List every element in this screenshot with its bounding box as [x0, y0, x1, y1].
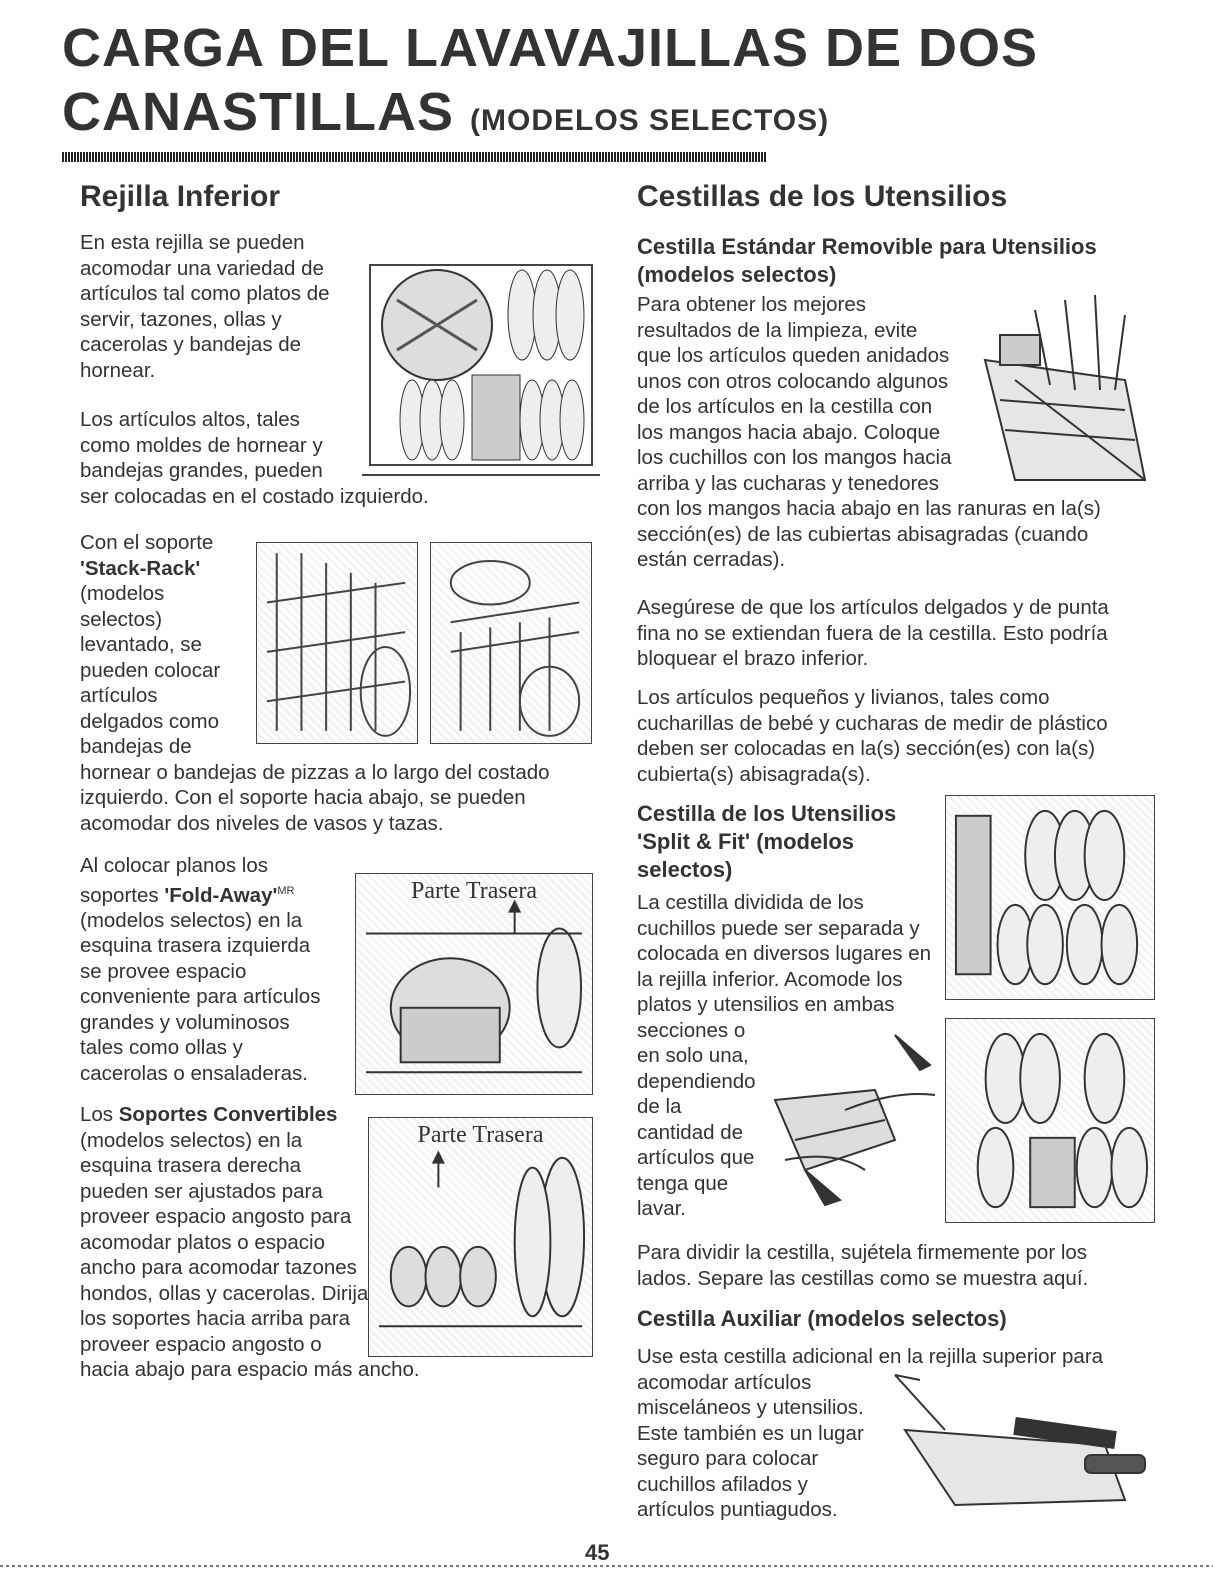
split-fit-rack-bottom-drawing — [946, 1019, 1154, 1222]
stack-rack-down-illustration — [430, 542, 592, 744]
text-line: fina no se extiendan fuera de la cestilla. Esto podría — [637, 621, 1108, 645]
text-line: deben ser colocadas en la(s) sección(es) con la(s) — [637, 737, 1096, 760]
page-number: 45 — [585, 1540, 610, 1565]
text-line: En esta rejilla se pueden — [80, 231, 305, 254]
heading-cestilla-auxiliar: Cestilla Auxiliar (modelos selectos) — [637, 1306, 1007, 1331]
text-line: servir, tazones, ollas y — [80, 307, 282, 331]
text-line: artículos puntiagudos. — [637, 1498, 838, 1521]
text-line: unos con otros colocando algunos — [637, 369, 949, 393]
text-line: Asegúrese de que los artículos delgados y de punta — [637, 596, 1109, 619]
text-line: lados. Separe las cestillas como se muestra aquí. — [637, 1266, 1089, 1290]
text-line: los soportes hacia arriba para — [80, 1307, 351, 1330]
text-line: se provee espacio — [80, 959, 247, 983]
standard-basket-illustration — [975, 290, 1155, 500]
stack-rack-term: 'Stack-Rack' — [80, 556, 201, 580]
text-line: Use esta cestilla adicional en la rejilla superior para — [637, 1345, 1104, 1368]
heading-cestilla-estandar — [637, 233, 1147, 289]
title-divider — [62, 152, 767, 162]
heading-line: Cestilla Estándar Removible para Utensilios — [637, 234, 1097, 259]
heading-line: selectos) — [637, 857, 733, 882]
text-line: La cestilla dividida de los — [637, 891, 864, 914]
text-line: secciones o — [637, 1018, 746, 1042]
text-line: artículos — [80, 684, 158, 707]
text-line: cacerolas o ensaladeras. — [80, 1061, 308, 1085]
text-line: bandejas de — [80, 735, 192, 758]
text-line: bandejas grandes, pueden — [80, 459, 323, 482]
text-line: hondos, ollas y cacerolas. Dirija — [80, 1281, 369, 1305]
text-line: hornear o bandejas de pizzas a lo largo del costado — [80, 760, 550, 784]
text-line: delgados como — [80, 709, 220, 733]
text-line: levantado, se — [80, 633, 202, 656]
text-line — [80, 879, 360, 908]
text-line: bloquear el brazo inferior. — [637, 647, 869, 670]
stack-rack-up-drawing — [257, 543, 417, 743]
heading-split-fit — [637, 800, 957, 884]
text-line: con los mangos hacia abajo en las ranuras en la(s) — [637, 497, 1101, 520]
text-line: Los artículos altos, tales — [80, 408, 300, 431]
paragraph-fold-away — [80, 853, 360, 1086]
figure-label-rear: Parte Trasera — [411, 878, 537, 904]
text-line: arriba y las cucharas y tenedores — [637, 471, 939, 495]
text-line: cuchillos afilados y — [637, 1472, 808, 1496]
text-line: seguro para colocar — [637, 1447, 819, 1470]
text-line: acomodar dos niveles de vasos y tazas. — [80, 811, 444, 835]
text-line: de los artículos en la cestilla con — [637, 395, 933, 418]
paragraph-estandar-2 — [637, 595, 1157, 672]
text-line: selectos) — [80, 607, 163, 631]
text-line: acomodar artículos — [637, 1370, 812, 1394]
text-line: los mangos hacia abajo. Coloque — [637, 420, 941, 444]
convertible-tines-drawing — [369, 1118, 592, 1356]
bottom-border — [0, 1565, 1213, 1567]
text-line: conveniente para artículos — [80, 985, 321, 1009]
page-title-main: CANASTILLAS — [62, 82, 454, 142]
text-line: pueden ser ajustados para — [80, 1179, 323, 1203]
text-line: proveer espacio angosto o — [80, 1332, 322, 1356]
text-line: cacerolas y bandejas de — [80, 333, 302, 356]
text-line: (modelos selectos) en la — [80, 1128, 303, 1152]
heading-line: 'Split & Fit' (modelos — [637, 829, 855, 854]
text-span: Los — [80, 1103, 119, 1126]
convertible-tines-illustration — [368, 1117, 593, 1357]
text-line: cuchillos puede ser separada y — [637, 916, 920, 940]
text-line: hornear. — [80, 358, 156, 382]
paragraph-rejilla-intro — [80, 230, 370, 383]
text-line: acomodar una variedad de — [80, 256, 324, 280]
text-line: Para dividir la cestilla, sujétela firmemente por los — [637, 1241, 1088, 1264]
text-line: acomodar platos o espacio — [80, 1230, 326, 1254]
heading-rejilla-inferior: Rejilla Inferior — [80, 180, 281, 213]
split-fit-rack-bottom-illustration — [945, 1018, 1155, 1223]
text-line: están cerradas). — [637, 548, 786, 571]
text-line: que los artículos queden anidados — [637, 344, 950, 367]
text-line: resultados de la limpieza, evite — [637, 318, 918, 342]
text-line: lavar. — [637, 1197, 686, 1220]
text-line: ancho para acomodar tazones — [80, 1256, 357, 1279]
page-title-line1: CARGA DEL LAVAVAJILLAS DE DOS — [62, 18, 1039, 78]
text-line: esquina trasera izquierda — [80, 934, 311, 958]
split-basket-hands-drawing — [745, 1030, 955, 1210]
text-line: colocada en diversos lugares en — [637, 942, 932, 965]
text-span: soportes — [80, 883, 165, 907]
text-line: Con el soporte — [80, 531, 214, 554]
text-line: de la — [637, 1095, 682, 1118]
text-line: los cuchillos con los mangos hacia — [637, 446, 952, 469]
fold-away-term: 'Fold-Away' — [164, 883, 278, 907]
split-fit-rack-top-drawing — [946, 796, 1154, 999]
lower-rack-illustration — [362, 245, 600, 495]
page-title-line2 — [62, 82, 829, 151]
split-basket-hands-illustration — [745, 1030, 955, 1210]
text-line: pueden colocar — [80, 658, 221, 682]
convertibles-term: Soportes Convertibles — [118, 1103, 338, 1126]
text-line: en solo una, — [637, 1044, 749, 1067]
page-title-subtitle: (MODELOS SELECTOS) — [470, 104, 830, 137]
text-line: hacia abajo para espacio más ancho. — [80, 1358, 420, 1381]
trademark-mark: MR — [277, 884, 295, 897]
split-fit-rack-top-illustration — [945, 795, 1155, 1000]
stack-rack-up-illustration — [256, 542, 418, 744]
text-line: tales como ollas y — [80, 1036, 243, 1060]
text-line: Al colocar planos los — [80, 854, 269, 877]
auxiliary-basket-drawing — [885, 1370, 1160, 1515]
text-line: tenga que — [637, 1171, 729, 1195]
text-line: proveer espacio angosto para — [80, 1205, 352, 1228]
text-line: esquina trasera derecha — [80, 1154, 302, 1177]
text-line: (modelos selectos) en la — [80, 908, 303, 932]
text-line: como moldes de hornear y — [80, 433, 323, 457]
auxiliary-basket-illustration — [885, 1370, 1160, 1515]
paragraph-estandar-3 — [637, 685, 1157, 787]
standard-basket-drawing — [975, 290, 1155, 500]
text-line: (modelos — [80, 582, 165, 605]
figure-label-rear: Parte Trasera — [417, 1122, 544, 1148]
text-line: cantidad de — [637, 1120, 744, 1144]
text-line: platos y utensilios en ambas — [637, 993, 895, 1016]
heading-line: Cestilla de los Utensilios — [637, 801, 897, 826]
fold-away-illustration — [355, 873, 593, 1095]
heading-cestillas: Cestillas de los Utensilios — [637, 180, 1008, 213]
text-line: Los artículos pequeños y livianos, tales como — [637, 686, 1050, 709]
text-line: izquierdo. Con el soporte hacia abajo, se pueden — [80, 786, 526, 809]
paragraph-dividir — [637, 1240, 1157, 1291]
stack-rack-down-drawing — [431, 543, 591, 743]
text-line: sección(es) de las cubiertas abisagradas (cuando — [637, 522, 1089, 546]
text-line: grandes y voluminosos — [80, 1010, 290, 1034]
text-line: la rejilla inferior. Acomode los — [637, 967, 903, 991]
text-line: dependiendo — [637, 1069, 756, 1093]
text-line: misceláneos y utensilios. — [637, 1396, 864, 1419]
text-line: artículos que — [637, 1146, 755, 1169]
text-line: Para obtener los mejores — [637, 293, 867, 316]
text-line: cubierta(s) abisagrada(s). — [637, 762, 871, 786]
fold-away-drawing — [356, 874, 592, 1094]
text-line: Este también es un lugar — [637, 1421, 864, 1445]
heading-line: (modelos selectos) — [637, 262, 837, 287]
text-line: artículos tal como platos de — [80, 282, 330, 305]
lower-rack-drawing — [362, 245, 600, 495]
text-line: ser colocadas en el costado izquierdo. — [80, 484, 429, 508]
text-line: cucharillas de bebé y cucharas de medir de plástico — [637, 711, 1108, 735]
